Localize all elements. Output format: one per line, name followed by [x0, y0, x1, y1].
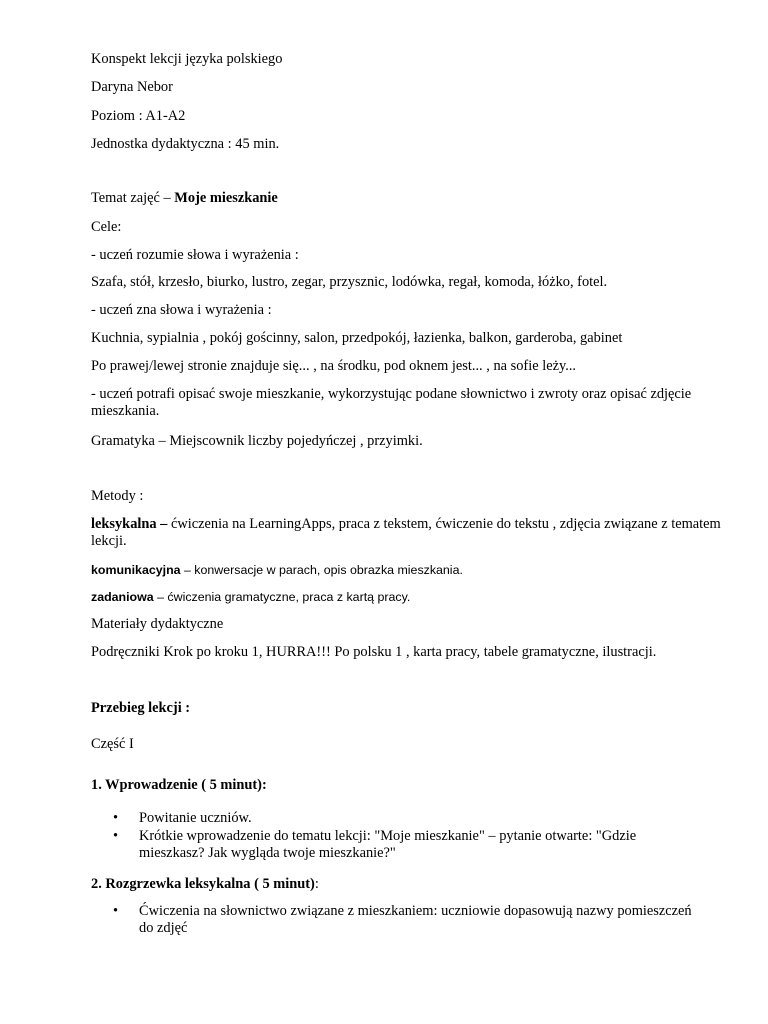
materials-text: Podręczniki Krok po kroku 1, HURRA!!! Po polsku 1 , karta pracy, tabele gramatyczne, ilustracji. [91, 644, 657, 660]
list-item: Krótkie wprowadzenie do tematu lekcji: "Moje mieszkanie" – pytanie otwarte: "Gdzie mieszkasz? Jak wygląda twoje mieszkanie?" [139, 828, 637, 861]
method-communicative-text: – konwersacje w parach, opis obrazka mieszkania. [180, 563, 463, 577]
list-item: Ćwiczenia na słownictwo związane z mieszkaniem: uczniowie dopasowują nazwy pomieszczeń do zdjęć [139, 903, 692, 936]
topic-line [91, 190, 278, 207]
bullet-marker: • [113, 810, 119, 826]
goals-heading: Cele: [91, 219, 122, 235]
topic-title: Moje mieszkanie [174, 190, 278, 206]
goal-can-describe: - uczeń potrafi opisać swoje mieszkanie, wykorzystując podane słownictwo i zwroty oraz opisać zdjęcie mieszkania. [91, 386, 692, 419]
grammar-line: Gramatyka – Miejscownik liczby pojedyńczej , przyimki. [91, 433, 423, 449]
goal-knows-phrases: Po prawej/lewej stronie znajduje się... , na środku, pod oknem jest... , na sofie leży... [91, 358, 577, 374]
author-name: Daryna Nebor [91, 79, 173, 95]
methods-heading: Metody : [91, 488, 144, 504]
section-warmup-heading [91, 876, 319, 893]
level-line: Poziom : A1-A2 [91, 108, 186, 124]
document-title: Konspekt lekcji języka polskiego [91, 51, 283, 67]
section-warmup-title: 2. Rozgrzewka leksykalna ( 5 minut) [91, 876, 315, 892]
part-label: Część I [91, 736, 134, 752]
method-lexical-text: ćwiczenia na LearningApps, praca z tekstem, ćwiczenie do tekstu , zdjęcia związane z tematem lekcji. [91, 516, 721, 549]
method-task [91, 589, 410, 606]
bullet-marker: • [113, 828, 119, 844]
method-lexical [91, 516, 721, 550]
unit-line: Jednostka dydaktyczna : 45 min. [91, 136, 280, 152]
method-lexical-label: leksykalna – [91, 516, 171, 532]
goal-understands-words: Szafa, stół, krzesło, biurko, lustro, zegar, przysznic, lodówka, regał, komoda, łóżko, fotel. [91, 274, 608, 290]
bullet-marker: • [113, 903, 119, 919]
goal-knows-words: Kuchnia, sypialnia , pokój gościnny, salon, przedpokój, łazienka, balkon, garderoba, gabinet [91, 330, 623, 346]
goal-knows: - uczeń zna słowa i wyrażenia : [91, 302, 272, 318]
method-communicative [91, 562, 463, 579]
method-communicative-label: komunikacyjna [91, 563, 181, 577]
goal-understands: - uczeń rozumie słowa i wyrażenia : [91, 247, 299, 263]
materials-heading: Materiały dydaktyczne [91, 616, 224, 632]
list-item: Powitanie uczniów. [139, 810, 252, 826]
lesson-heading: Przebieg lekcji : [91, 700, 191, 716]
section-warmup-colon: : [314, 876, 319, 892]
method-task-label: zadaniowa [91, 590, 154, 604]
topic-prefix: Temat zajęć – [91, 190, 175, 206]
section-intro-heading: 1. Wprowadzenie ( 5 minut): [91, 777, 267, 793]
method-task-text: – ćwiczenia gramatyczne, praca z kartą pracy. [153, 590, 411, 604]
